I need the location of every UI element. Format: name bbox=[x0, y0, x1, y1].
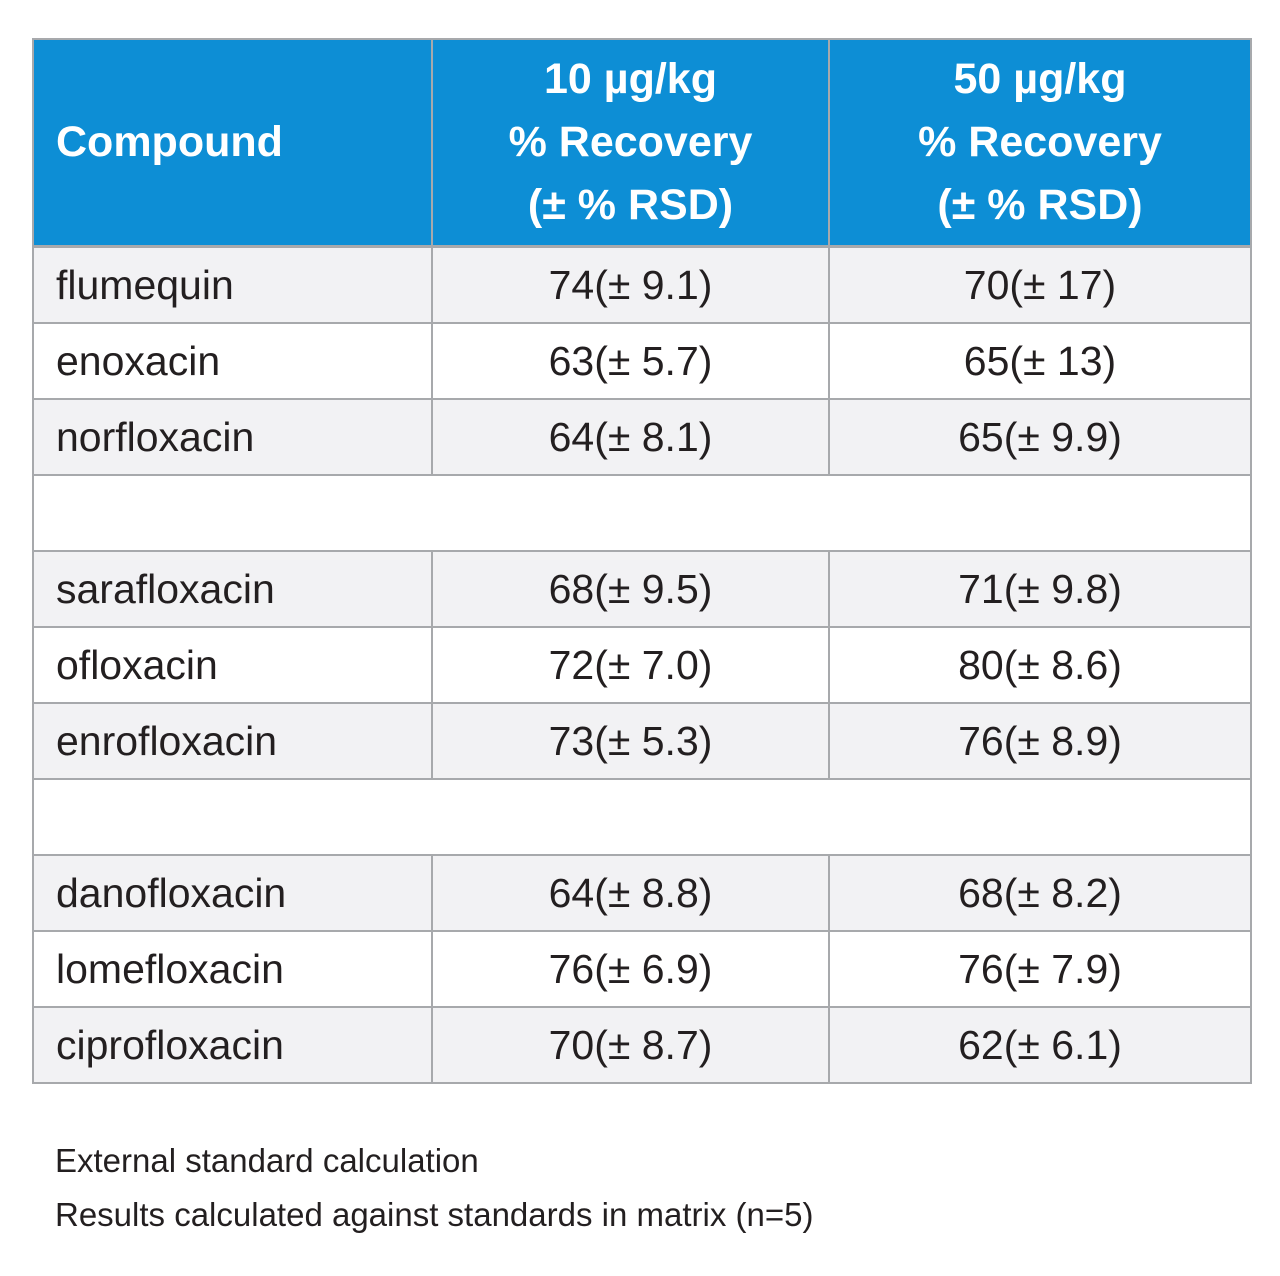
table-footnotes bbox=[55, 1134, 813, 1242]
recovery-10-cell: 74(± 9.1) bbox=[432, 247, 829, 324]
footnote-calculation: External standard calculation bbox=[55, 1142, 479, 1179]
table-header-row bbox=[33, 39, 1251, 247]
recovery-10-cell: 72(± 7.0) bbox=[432, 627, 829, 703]
header-10-rsd: (± % RSD) bbox=[527, 181, 734, 229]
table-row bbox=[33, 399, 1251, 475]
recovery-50-cell: 76(± 7.9) bbox=[829, 931, 1251, 1007]
header-50-concentration: 50 µg/kg bbox=[953, 55, 1127, 103]
recovery-10-cell: 64(± 8.1) bbox=[432, 399, 829, 475]
recovery-50-cell: 65(± 9.9) bbox=[829, 399, 1251, 475]
recovery-50-cell: 65(± 13) bbox=[829, 323, 1251, 399]
compound-cell: enoxacin bbox=[33, 323, 432, 399]
header-50-recovery: % Recovery bbox=[918, 118, 1162, 166]
header-10-concentration: 10 µg/kg bbox=[544, 55, 717, 103]
compound-cell: norfloxacin bbox=[33, 399, 432, 475]
compound-cell: danofloxacin bbox=[33, 855, 432, 931]
compound-cell: ofloxacin bbox=[33, 627, 432, 703]
group-separator bbox=[33, 475, 1251, 551]
table-row bbox=[33, 247, 1251, 324]
recovery-10-cell: 70(± 8.7) bbox=[432, 1007, 829, 1083]
recovery-50-cell: 76(± 8.9) bbox=[829, 703, 1251, 779]
table-row bbox=[33, 855, 1251, 931]
compound-cell: sarafloxacin bbox=[33, 551, 432, 627]
header-10-ugkg bbox=[432, 39, 829, 247]
recovery-50-cell: 68(± 8.2) bbox=[829, 855, 1251, 931]
compound-cell: enrofloxacin bbox=[33, 703, 432, 779]
header-compound: Compound bbox=[33, 39, 432, 247]
table-row bbox=[33, 703, 1251, 779]
recovery-10-cell: 76(± 6.9) bbox=[432, 931, 829, 1007]
recovery-50-cell: 80(± 8.6) bbox=[829, 627, 1251, 703]
recovery-10-cell: 63(± 5.7) bbox=[432, 323, 829, 399]
compound-cell: lomefloxacin bbox=[33, 931, 432, 1007]
header-50-rsd: (± % RSD) bbox=[937, 181, 1143, 229]
group-separator bbox=[33, 779, 1251, 855]
recovery-10-cell: 73(± 5.3) bbox=[432, 703, 829, 779]
recovery-10-cell: 68(± 9.5) bbox=[432, 551, 829, 627]
table-row bbox=[33, 323, 1251, 399]
table-row bbox=[33, 627, 1251, 703]
recovery-50-cell: 70(± 17) bbox=[829, 247, 1251, 324]
recovery-table bbox=[32, 38, 1252, 1084]
footnote-matrix: Results calculated against standards in matrix (n=5) bbox=[55, 1196, 814, 1233]
compound-cell: ciprofloxacin bbox=[33, 1007, 432, 1083]
recovery-50-cell: 62(± 6.1) bbox=[829, 1007, 1251, 1083]
recovery-10-cell: 64(± 8.8) bbox=[432, 855, 829, 931]
header-50-ugkg bbox=[829, 39, 1251, 247]
header-10-recovery: % Recovery bbox=[508, 118, 753, 166]
table-row bbox=[33, 931, 1251, 1007]
recovery-50-cell: 71(± 9.8) bbox=[829, 551, 1251, 627]
compound-cell: flumequin bbox=[33, 247, 432, 324]
group-separator-row bbox=[33, 779, 1251, 855]
table-row bbox=[33, 1007, 1251, 1083]
table-row bbox=[33, 551, 1251, 627]
group-separator-row bbox=[33, 475, 1251, 551]
